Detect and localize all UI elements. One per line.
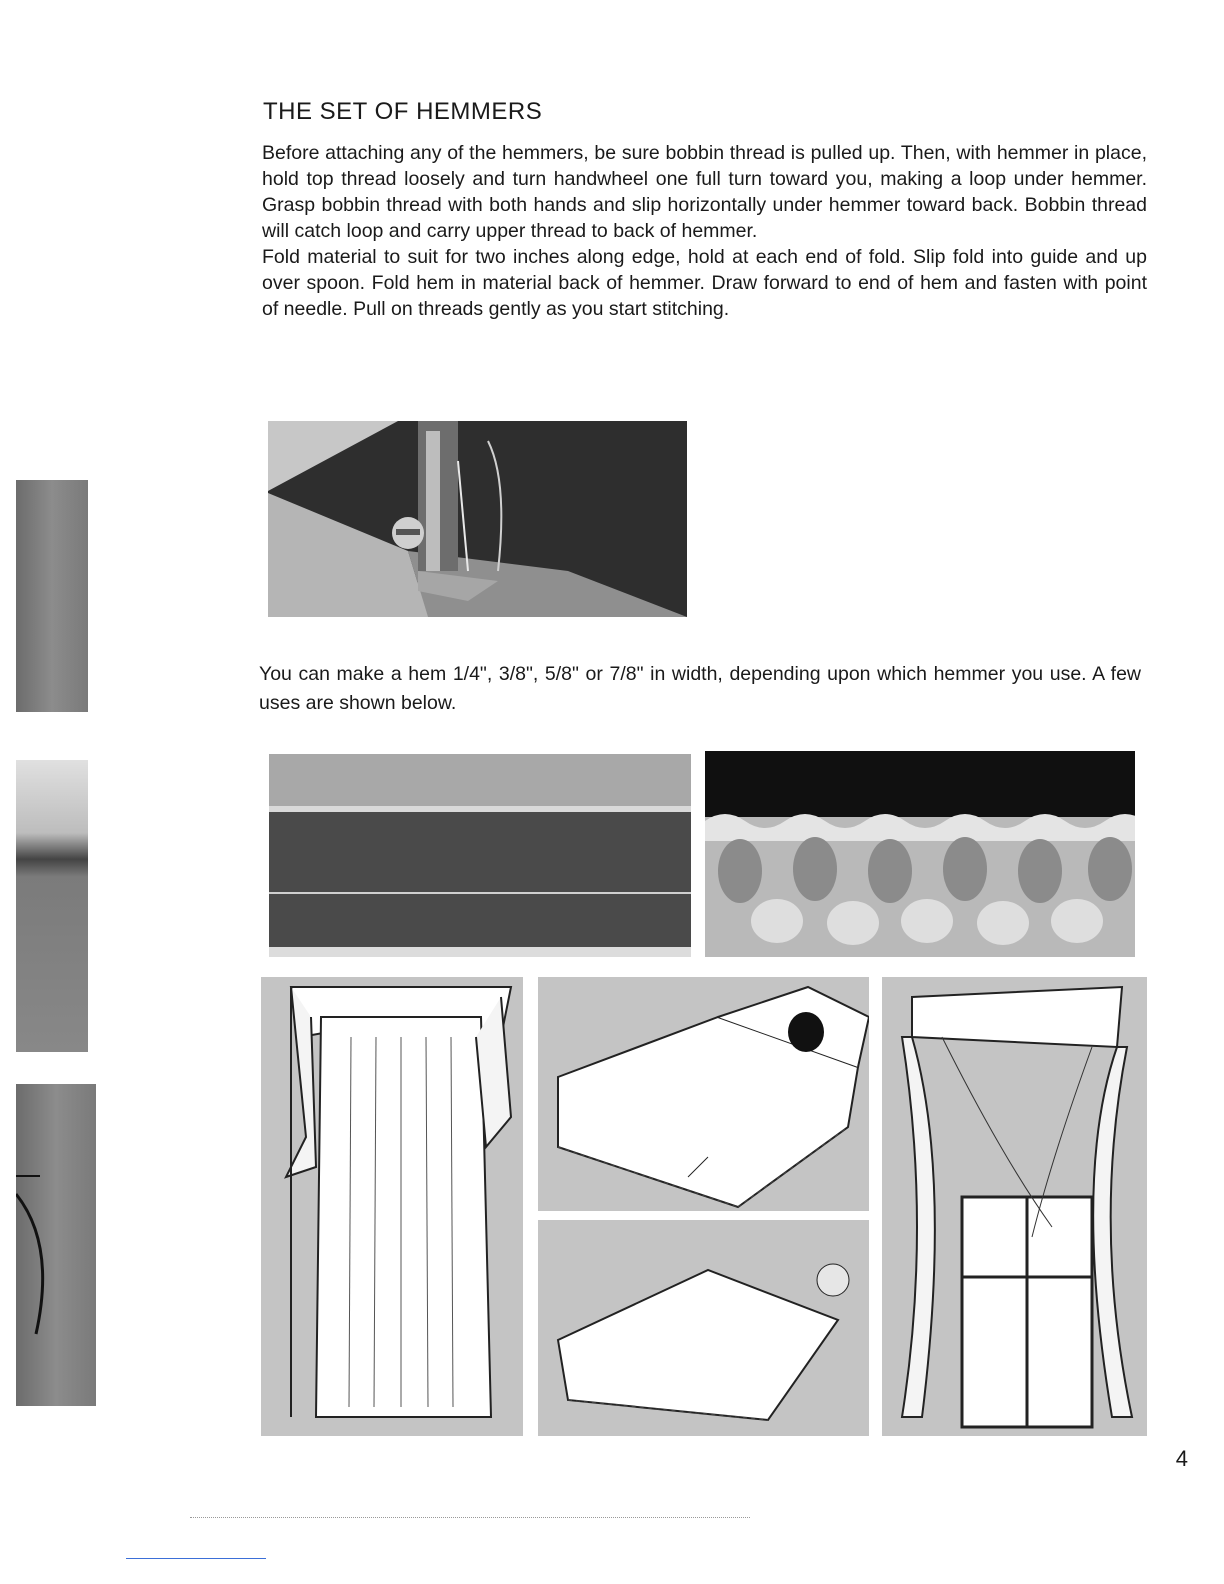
page-number: 4 (1175, 1446, 1188, 1471)
tablecloth-drawing (538, 1220, 869, 1436)
hemmer-photo-drawing (268, 421, 687, 617)
instruction-paragraph-2: Fold material to suit for two inches along edge, hold at each end of fold. Slip fold into guide and up over spoon. Fold hem in material back of hemmer. Draw forward to end of hem and fasten with point of needle. Pull on threads gently as you start stitching. (262, 246, 1147, 320)
hem-widths-text: You can make a hem 1/4", 3/8", 5/8" or 7/8" in width, depending upon which hemmer you use. A few uses are shown below. (259, 663, 1141, 714)
scan-artifact-left-bottom (16, 1084, 96, 1406)
page-title: THE SET OF HEMMERS (263, 98, 543, 125)
instructions-text (262, 140, 1147, 322)
scan-artifact-left-top (16, 480, 88, 712)
footer-dotted-line (190, 1517, 750, 1519)
drapery-drawing (261, 977, 523, 1436)
plain-hem-sample-photo (269, 754, 691, 957)
scan-artifact-left-middle (16, 760, 88, 1052)
instruction-paragraph-1: Before attaching any of the hemmers, be sure bobbin thread is pulled up. Then, with hemmer in place, hold top thread loosely and turn handwheel one full turn toward you, making a loop under hemmer. Grasp bobbin thread with both hands and slip horizontally under hemmer toward back. Bobbin thread will catch loop and carry upper thread to back of hemmer. (262, 142, 1147, 242)
footer-blue-line (126, 1558, 266, 1559)
plain-hem-sample-drawing (269, 754, 691, 957)
bedspread-illustration (538, 977, 869, 1211)
lace-trim-sample-photo (705, 751, 1135, 957)
ruffled-curtain-drawing (882, 977, 1147, 1436)
hemmer-photo (268, 421, 687, 617)
bedspread-drawing (538, 977, 869, 1211)
ruffled-curtain-illustration (882, 977, 1147, 1436)
drapery-illustration (261, 977, 523, 1436)
lace-trim-sample-drawing (705, 751, 1135, 957)
scan-artifact-curve (16, 1084, 96, 1406)
tablecloth-illustration (538, 1220, 869, 1436)
